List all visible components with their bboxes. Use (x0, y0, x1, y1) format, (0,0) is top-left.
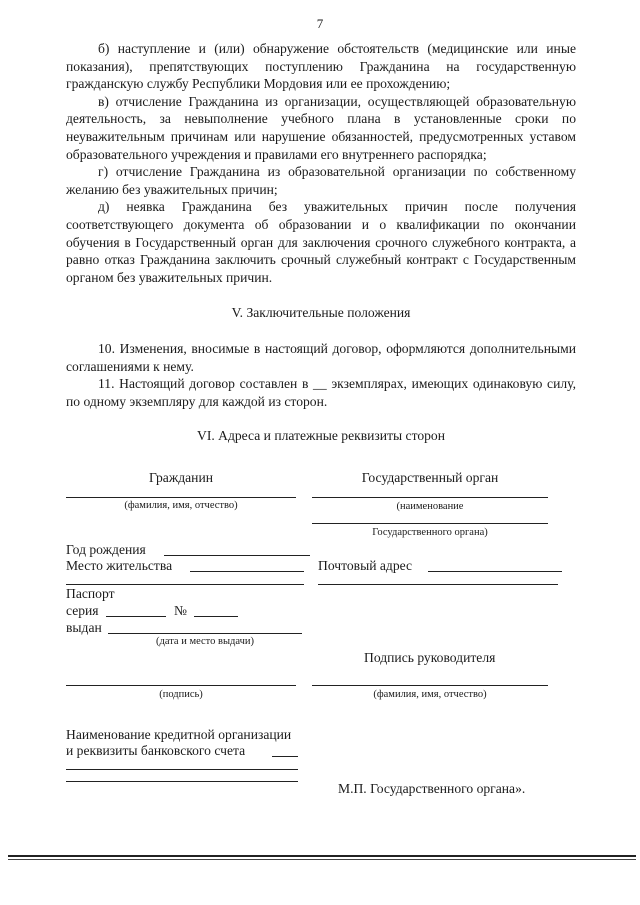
citizen-fio-caption: (фамилия, имя, отчество) (124, 500, 238, 511)
passport-number-line (194, 616, 238, 617)
passport-number-sign: № (174, 603, 187, 618)
clause-b: б) наступление и (или) обнаружение обстоятельств (медицинские или иные показания), препятствующих поступлению Гражданина на государственную гражданскую службу Республики Мордовия или ее прохождению; (66, 41, 576, 92)
birth-year-label: Год рождения (66, 542, 146, 557)
birth-year-line (164, 555, 310, 556)
agency-heading: Государственный орган (361, 470, 499, 485)
seal-label: М.П. Государственного органа». (338, 781, 526, 796)
bank-line-1 (272, 756, 298, 757)
postal-address-line-2 (318, 584, 558, 585)
passport-issued-caption: (дата и место выдачи) (155, 636, 255, 647)
passport-series-label: серия (66, 603, 99, 618)
citizen-heading: Гражданин (149, 470, 213, 485)
clause-d: д) неявка Гражданина без уважительных причин после получения соответствующего документа об образовании и о квалификации по окончании обучения в Государственный орган для заключения срочного служебного контракта, а равно отказ Гражданина заключить срочный служебный контракт с Государственным органом без уважительных причин. (66, 199, 576, 285)
residence-line-2 (66, 584, 304, 585)
passport-series-line (106, 616, 166, 617)
agency-fio-caption: (фамилия, имя, отчество) (373, 689, 487, 700)
passport-issued-line (108, 633, 302, 634)
citizen-fio-line (66, 497, 296, 498)
agency-name-caption-1: (наименование (396, 501, 464, 512)
clause-v: в) отчисление Гражданина из организации, осуществляющей образовательную деятельность, за невыполнение учебного плана в установленные сроки по неуважительным причинам или нарушение обязанностей, предусмотренных уставом образовательного учреждения и правилами его внутреннего распорядка; (66, 93, 576, 162)
citizen-signature-line (66, 685, 296, 686)
bank-label-line-1: Наименование кредитной организации (66, 727, 292, 742)
section-5-title: V. Заключительные положения (231, 305, 411, 321)
residence-label: Место жительства (66, 558, 173, 573)
footer-rule-thin (8, 859, 636, 860)
passport-issued-label: выдан (66, 620, 102, 635)
bank-line-2 (66, 769, 298, 770)
clause-10: 10. Изменения, вносимые в настоящий договор, оформляются дополнительными соглашениями к нему. (66, 340, 576, 374)
postal-address-label: Почтовый адрес (318, 558, 413, 573)
section-6-title: VI. Адреса и платежные реквизиты сторон (197, 428, 445, 444)
contract-body (66, 40, 576, 445)
clause-11: 11. Настоящий договор составлен в __ экземплярах, имеющих одинаковую силу, по одному экземпляру для каждой из сторон. (66, 376, 576, 409)
agency-name-line-1 (312, 497, 548, 498)
residence-line-1 (190, 571, 304, 572)
agency-fio-line (312, 685, 548, 686)
passport-label: Паспорт (66, 586, 115, 601)
bank-label-line-2: и реквизиты банковского счета (66, 743, 246, 758)
citizen-signature-caption: (подпись) (159, 689, 203, 700)
head-signature-label: Подпись руководителя (364, 650, 496, 665)
page-number: 7 (316, 16, 324, 31)
postal-address-line-1 (428, 571, 562, 572)
agency-name-line-2 (312, 523, 548, 524)
footer-rule-thick (8, 855, 636, 857)
clause-g: г) отчисление Гражданина из образовательной организации по собственному желанию без уважительных причин; (66, 164, 576, 197)
bank-line-3 (66, 781, 298, 782)
agency-name-caption-2: Государственного органа) (372, 527, 488, 538)
